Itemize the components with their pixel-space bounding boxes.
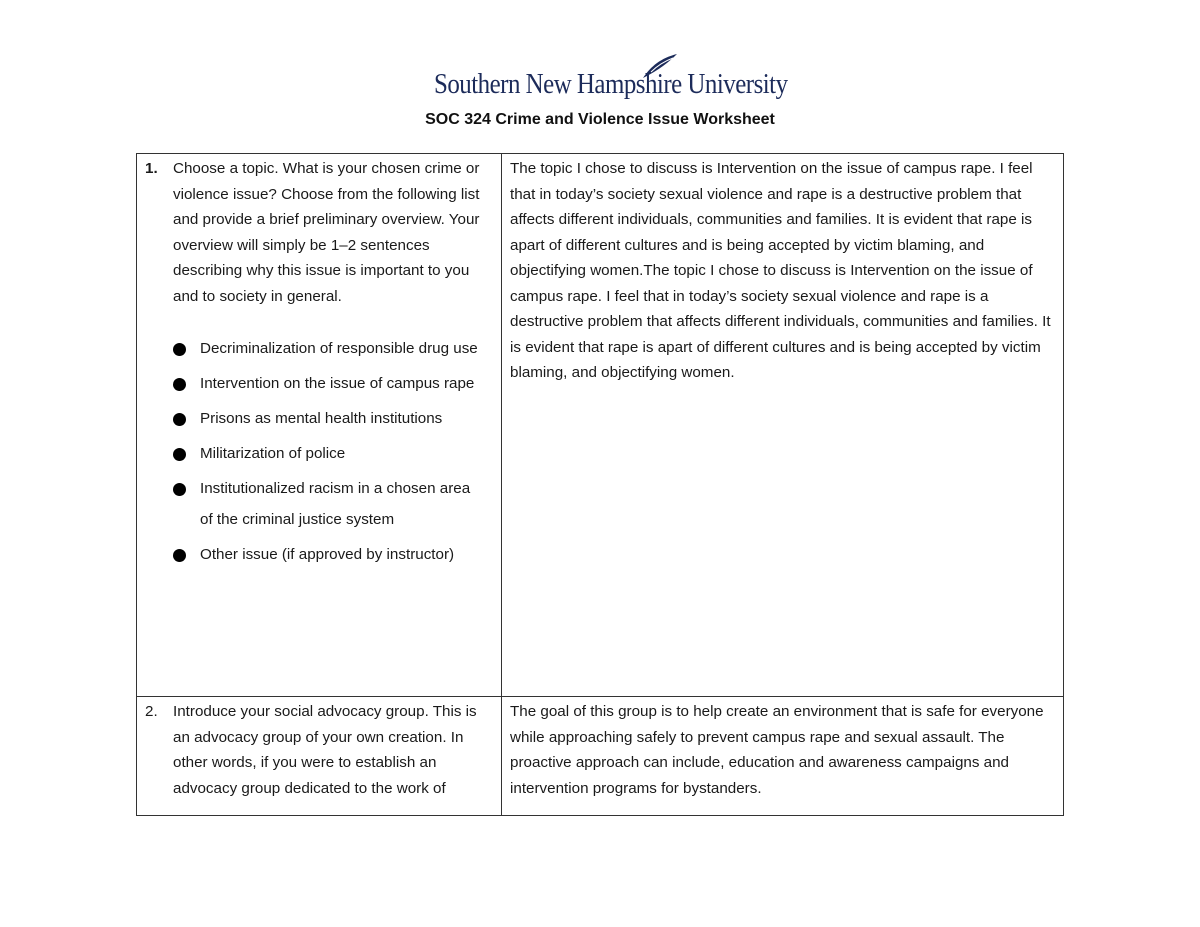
question-number: 2.	[145, 703, 158, 720]
bullet-icon	[173, 483, 186, 496]
option-label: Institutionalized racism in a chosen area of the criminal justice system	[200, 480, 471, 528]
question-cell	[137, 697, 502, 816]
question-prompt	[137, 697, 501, 801]
question-number: 1.	[145, 160, 158, 177]
logo-wordmark: Southern New Hampshire University	[434, 68, 788, 100]
answer-cell[interactable]: The topic I chose to discuss is Intervention on the issue of campus rape. I feel that in today’s society sexual violence and rape is a destructive problem that affects different individuals, communities and families. It is evident that rape is apart of different cultures and is being accepted by victim blaming, and objectifying women.The topic I chose to discuss is Intervention on the issue of campus rape. I feel that in today’s society sexual violence and rape is a destructive problem that affects different individuals, communities and families. It is evident that rape is apart of different cultures and is being accepted by victim blaming, and objectifying women.	[502, 154, 1064, 697]
question-prompt	[137, 154, 501, 309]
question-cell	[137, 154, 502, 697]
table-row	[137, 697, 1064, 816]
option-label: Intervention on the issue of campus rape	[200, 375, 475, 392]
list-item	[173, 403, 487, 434]
option-label: Decriminalization of responsible drug use	[200, 340, 478, 357]
bullet-icon	[173, 448, 186, 461]
option-label: Other issue (if approved by instructor)	[200, 546, 455, 563]
worksheet-title: SOC 324 Crime and Violence Issue Worksheet	[425, 111, 775, 128]
bullet-icon	[173, 413, 186, 426]
bullet-icon	[173, 378, 186, 391]
option-label: Militarization of police	[200, 445, 346, 462]
bullet-icon	[173, 343, 186, 356]
list-item	[173, 473, 487, 535]
bullet-icon	[173, 549, 186, 562]
topic-options-list	[137, 333, 501, 570]
question-text: Choose a topic. What is your chosen crime or violence issue? Choose from the following list and provide a brief preliminary overview. Your overview will simply be 1–2 sentences describing why this issue is important to you and to society in general.	[173, 160, 480, 305]
list-item	[173, 333, 487, 364]
table-row	[137, 154, 1064, 697]
answer-cell[interactable]: The goal of this group is to help create an environment that is safe for everyone while approaching safely to prevent campus rape and sexual assault. The proactive approach can include, education and awareness campaigns and intervention programs for bystanders.	[502, 697, 1064, 816]
university-logo	[434, 58, 788, 108]
list-item	[173, 438, 487, 469]
question-text: Introduce your social advocacy group. This is an advocacy group of your own creation. In other words, if you were to establish an advocacy group dedicated to the work of	[173, 703, 477, 797]
list-item	[173, 368, 487, 399]
option-label: Prisons as mental health institutions	[200, 410, 443, 427]
worksheet-table	[136, 153, 1064, 816]
list-item	[173, 539, 487, 570]
